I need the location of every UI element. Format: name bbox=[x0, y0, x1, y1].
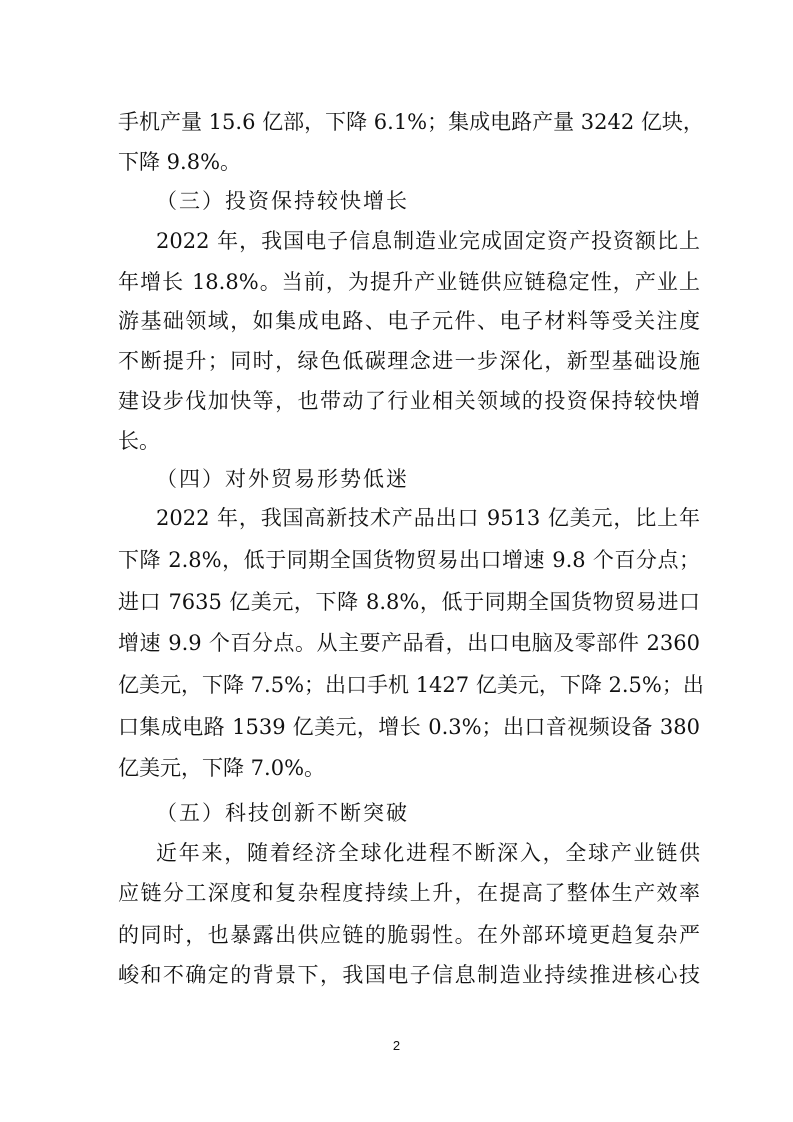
paragraph-line: 峻和不确定的背景下，我国电子信息制造业持续推进核心技 bbox=[118, 963, 700, 987]
paragraph-line: 长。 bbox=[118, 429, 160, 453]
section-heading: （三）投资保持较快增长 bbox=[156, 189, 409, 213]
paragraph-line: 建设步伐加快等，也带动了行业相关领域的投资保持较快增 bbox=[118, 389, 700, 413]
paragraph-line: 年增长 18.8%。当前，为提升产业链供应链稳定性，产业上 bbox=[118, 270, 700, 294]
paragraph-line: 下降 2.8%，低于同期全国货物贸易出口增速 9.8 个百分点； bbox=[118, 548, 700, 572]
paragraph-line: 2022 年，我国高新技术产品出口 9513 亿美元，比上年 bbox=[156, 506, 700, 530]
section-heading: （四）对外贸易形势低迷 bbox=[156, 467, 409, 491]
paragraph-line: 应链分工深度和复杂程度持续上升，在提高了整体生产效率 bbox=[118, 881, 700, 905]
paragraph-line: 手机产量 15.6 亿部，下降 6.1%；集成电路产量 3242 亿块， bbox=[118, 110, 704, 134]
paragraph-line: 不断提升；同时，绿色低碳理念进一步深化，新型基础设施 bbox=[118, 349, 700, 373]
page-number: 2 bbox=[392, 1038, 401, 1053]
paragraph-line: 口集成电路 1539 亿美元，增长 0.3%；出口音视频设备 380 bbox=[118, 715, 700, 739]
paragraph-line: 亿美元，下降 7.0%。 bbox=[118, 756, 326, 780]
paragraph-line: 游基础领域，如集成电路、电子元件、电子材料等受关注度 bbox=[118, 309, 700, 333]
paragraph-line: 2022 年，我国电子信息制造业完成固定资产投资额比上 bbox=[156, 229, 700, 253]
paragraph-line: 下降 9.8%。 bbox=[118, 150, 242, 174]
paragraph-line: 的同时，也暴露出供应链的脆弱性。在外部环境更趋复杂严 bbox=[118, 923, 700, 947]
paragraph-line: 进口 7635 亿美元，下降 8.8%，低于同期全国货物贸易进口 bbox=[118, 590, 700, 614]
paragraph-line: 亿美元，下降 7.5%；出口手机 1427 亿美元，下降 2.5%；出 bbox=[118, 673, 704, 697]
paragraph-line: 近年来，随着经济全球化进程不断深入，全球产业链供 bbox=[156, 841, 700, 865]
section-heading: （五）科技创新不断突破 bbox=[156, 801, 409, 825]
paragraph-line: 增速 9.9 个百分点。从主要产品看，出口电脑及零部件 2360 bbox=[118, 631, 700, 655]
